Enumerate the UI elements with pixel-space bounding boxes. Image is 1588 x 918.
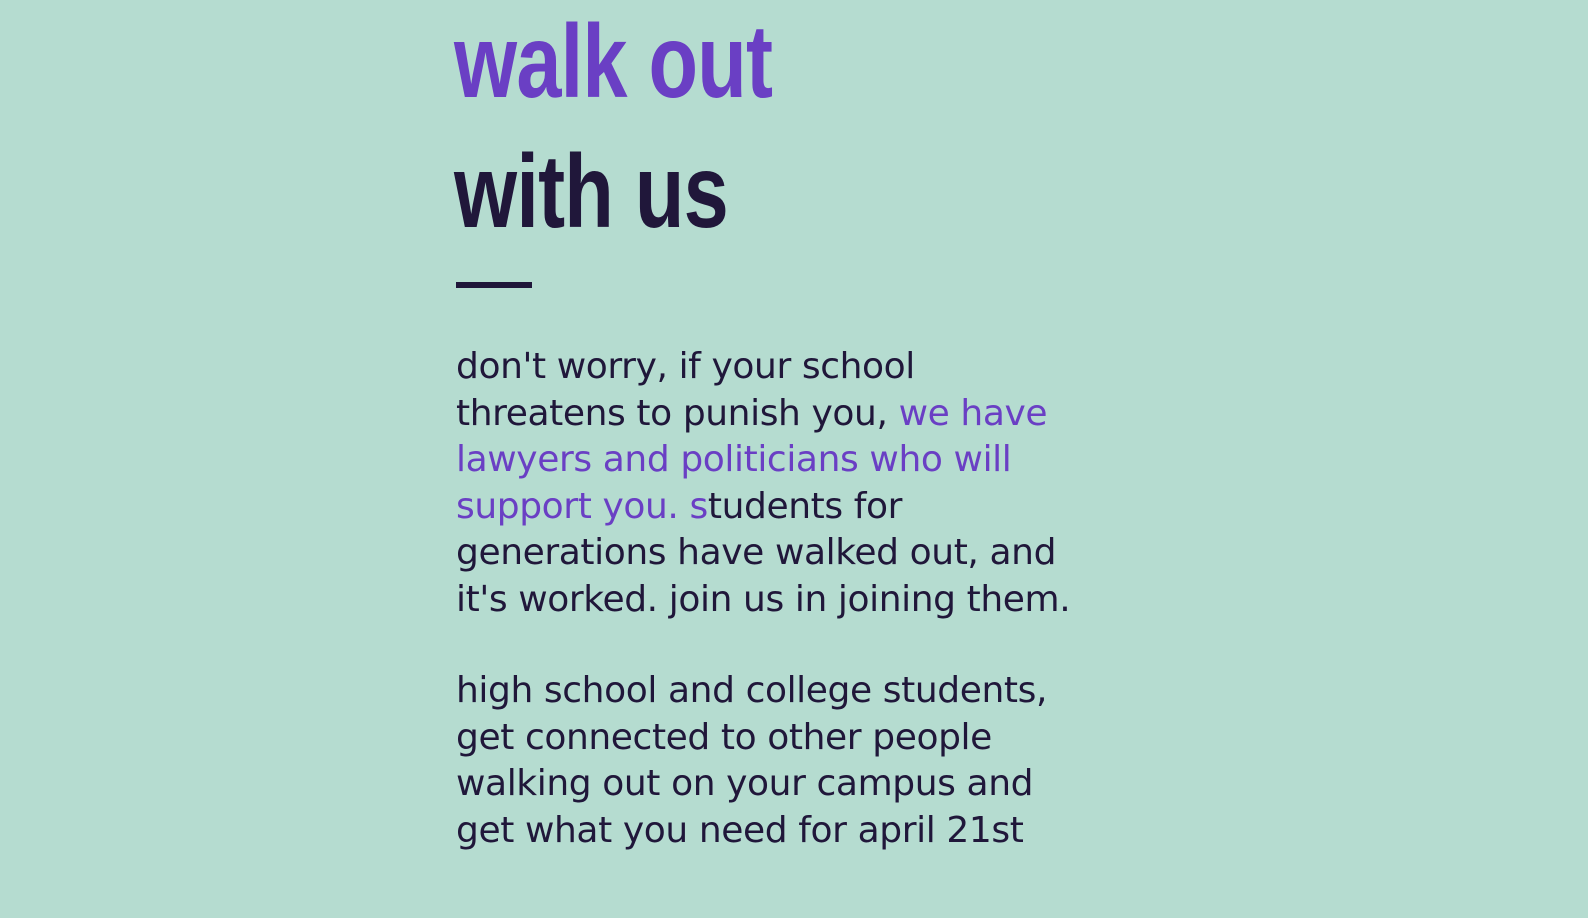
paragraph-line — [456, 344, 1096, 391]
paragraph-line — [456, 437, 1096, 484]
paragraph-line — [456, 484, 1096, 531]
paragraph-text: threatens to punish you, — [456, 392, 899, 434]
paragraph-line: high school and college students, — [456, 670, 1047, 711]
paragraph-line: get what you need for april 21st — [456, 809, 1024, 851]
highlight-text: support you. s — [456, 485, 708, 527]
paragraph-text: it's worked. join us in joining them. — [456, 578, 1071, 620]
connect-paragraph — [456, 668, 1096, 854]
highlight-text: lawyers and politicians who will — [456, 439, 1012, 480]
paragraph-text: don't worry, if your school — [456, 346, 915, 387]
support-paragraph — [456, 344, 1096, 623]
paragraph-line: get connected to other people — [456, 716, 992, 758]
paragraph-line — [456, 391, 1096, 438]
paragraph-line — [456, 530, 1096, 577]
highlight-text: we have — [898, 392, 1048, 434]
paragraph-text: generations have walked out, and — [456, 532, 1057, 573]
section-divider — [456, 282, 532, 288]
paragraph-line: walking out on your campus and — [456, 763, 1034, 804]
paragraph-line — [456, 577, 1096, 624]
headline-walk-out: walk out — [454, 4, 773, 120]
paragraph-text: tudents for — [707, 485, 903, 527]
headline-with-us: with us — [454, 134, 728, 250]
